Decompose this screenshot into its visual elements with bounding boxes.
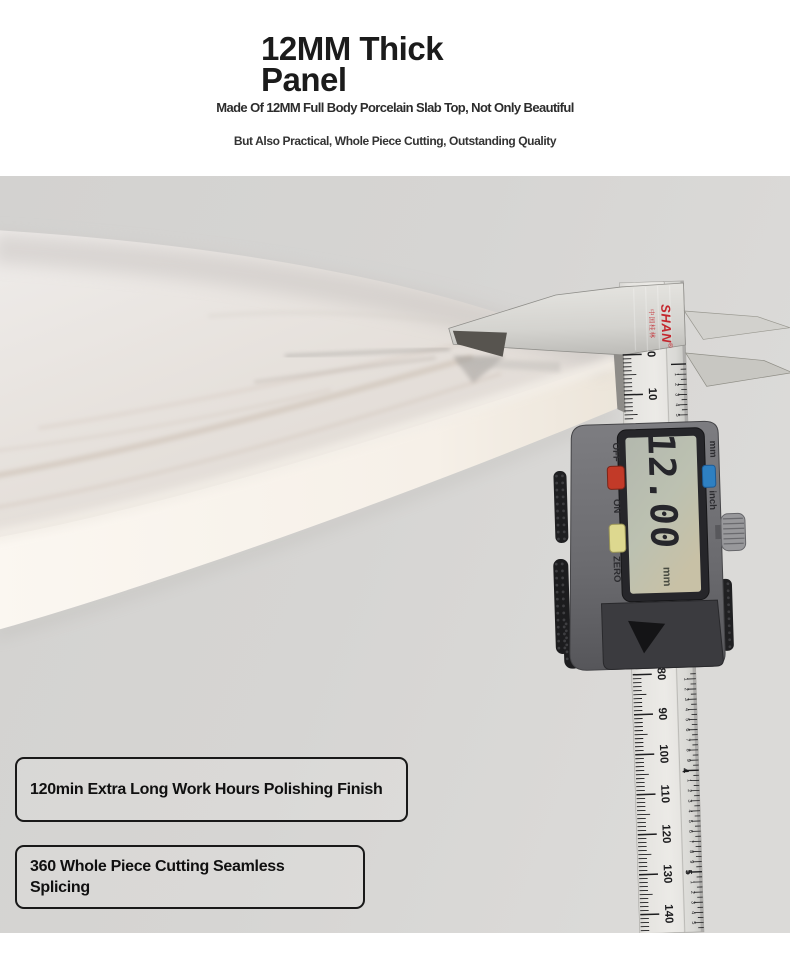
scale-tick (638, 834, 657, 835)
display-value: 12.00 (639, 432, 686, 550)
scale-number: 90 (655, 707, 669, 721)
scale-tick (634, 714, 653, 715)
scale-number: 9 (684, 758, 692, 762)
off-button[interactable] (607, 466, 625, 490)
brand-text: SHAN (658, 303, 675, 344)
page-title (261, 30, 444, 98)
scale-tick (640, 914, 659, 915)
scale-number: 3 (683, 697, 690, 702)
scale-number: 1 (688, 880, 695, 884)
brand-chinese-text: 中国桂林 (647, 308, 656, 340)
scale-number: 3 (689, 900, 696, 905)
title-line2: Panel (261, 61, 347, 98)
scale-number: 3 (686, 799, 693, 803)
caliper-slider-body (549, 420, 750, 671)
battery-cover (601, 600, 723, 670)
scale-number: 140 (661, 904, 675, 924)
scale-number: 1 (672, 372, 679, 377)
on-label: ON (610, 498, 623, 514)
scale-number: 4 (689, 911, 696, 915)
scale-tick (623, 354, 642, 355)
scale-number: 130 (660, 864, 674, 884)
feature-callout-polishing (15, 757, 408, 822)
scale-number: 5 (674, 413, 681, 417)
scale-number: 2 (685, 789, 693, 793)
scale-tick (624, 394, 643, 395)
scale-number: 2 (682, 687, 689, 691)
title-line1: 12MM Thick (261, 30, 444, 67)
scale-number: 9 (688, 860, 695, 864)
callout-text: 120min Extra Long Work Hours Polishing Finish (30, 781, 383, 798)
scale-tick (633, 674, 652, 675)
brand-registered-mark: ® (666, 342, 674, 348)
scale-number: 1 (682, 677, 689, 681)
scale-number: 120 (659, 824, 673, 844)
scale-number: 2 (689, 890, 696, 894)
scale-number: 110 (658, 784, 671, 804)
scale-number: 8 (684, 748, 691, 752)
scale-number: 0 (644, 350, 657, 358)
knurl-grip (553, 471, 568, 543)
scale-number: 1 (685, 779, 692, 783)
subtitle-line2: But Also Practical, Whole Piece Cutting, Outstanding Quality (233, 134, 557, 148)
scale-number: 3 (673, 393, 680, 397)
subtitle-line1: Made Of 12MM Full Body Porcelain Slab Top, Not Only Beautiful (216, 100, 574, 115)
scale-number: 4 (683, 707, 690, 712)
scale-number: 7 (687, 839, 694, 844)
feature-callout-cutting (15, 845, 365, 909)
mm-inch-button[interactable] (702, 465, 716, 487)
scale-number: 4 (673, 403, 680, 407)
scale-number: 5 (683, 869, 694, 875)
on-button[interactable] (609, 524, 626, 552)
scale-tick (637, 794, 656, 795)
scale-tick (639, 874, 658, 875)
off-label: OFF (609, 442, 622, 462)
scale-number: 80 (654, 667, 667, 681)
display-unit: mm (660, 566, 673, 587)
scale-number: 4 (680, 767, 691, 774)
scale-number: 6 (687, 829, 694, 834)
scale-number: 5 (683, 718, 690, 722)
scale-number: 7 (684, 738, 691, 742)
scale-number: 5 (690, 921, 697, 925)
zero-label: ZERO (610, 555, 623, 583)
scale-number: 10 (645, 387, 659, 401)
scale-number: 8 (687, 850, 694, 854)
scale-number: 2 (673, 382, 680, 387)
scale-number: 4 (686, 809, 693, 813)
mm-label: mm (706, 440, 719, 458)
scale-tick (635, 754, 654, 755)
inch-label: inch (706, 490, 719, 511)
callout-text: 360 Whole Piece Cutting Seamless Splicing (30, 858, 285, 896)
scale-number: 5 (686, 819, 693, 823)
scale-number: 100 (656, 744, 670, 764)
scale-number: 6 (684, 728, 691, 732)
